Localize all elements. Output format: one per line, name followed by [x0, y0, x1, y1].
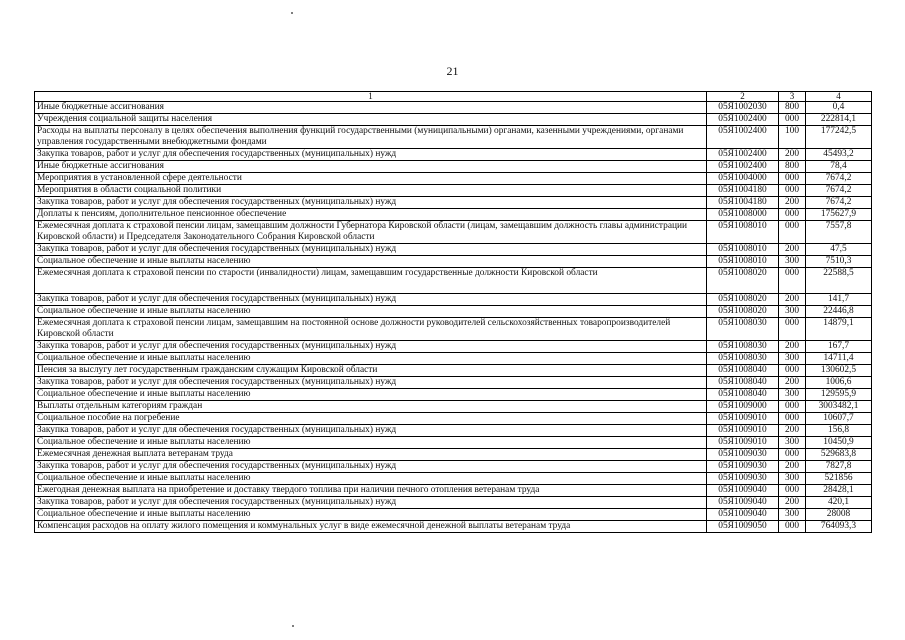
row-type-cell: 200 — [779, 197, 806, 209]
row-type-cell: 000 — [779, 221, 806, 244]
row-code-cell: 05Я1009030 — [707, 473, 779, 485]
table-row — [35, 413, 872, 425]
row-type-cell: 000 — [779, 185, 806, 197]
row-name-cell: Мероприятия в области социальной политики — [35, 185, 707, 197]
table-row — [35, 161, 872, 173]
row-name-cell: Иные бюджетные ассигнования — [35, 161, 707, 173]
row-amount-cell: 141,7 — [806, 294, 872, 306]
row-name-cell: Закупка товаров, работ и услуг для обеспечения государственных (муниципальных) нужд — [35, 149, 707, 161]
row-amount-cell: 521856 — [806, 473, 872, 485]
row-name-cell: Социальное обеспечение и иные выплаты населению — [35, 509, 707, 521]
table-row — [35, 306, 872, 318]
row-code-cell: 05Я1009050 — [707, 521, 779, 533]
budget-table — [34, 91, 872, 533]
row-name-cell: Расходы на выплаты персоналу в целях обеспечения выполнения функций государственными (муниципальными) органами, казенными учреждениями, органами управления государственными внебюджетными фондами — [35, 126, 707, 149]
table-row — [35, 377, 872, 389]
row-type-cell: 000 — [779, 449, 806, 461]
row-amount-cell: 222814,1 — [806, 114, 872, 126]
row-name-cell: Закупка товаров, работ и услуг для обеспечения государственных (муниципальных) нужд — [35, 461, 707, 473]
table-row — [35, 449, 872, 461]
table-row — [35, 149, 872, 161]
table-header-row — [35, 92, 872, 102]
row-amount-cell: 420,1 — [806, 497, 872, 509]
table-row — [35, 353, 872, 365]
table-row — [35, 268, 872, 294]
row-name-cell: Ежемесячная доплата к страховой пенсии лицам, замещавшим на постоянной основе должности руководителей сельскохозяйственных товаропроизводителей Кировской области — [35, 318, 707, 341]
row-code-cell: 05Я1008020 — [707, 268, 779, 294]
table-row — [35, 509, 872, 521]
row-type-cell: 000 — [779, 365, 806, 377]
row-type-cell: 300 — [779, 473, 806, 485]
table-row — [35, 473, 872, 485]
row-name-cell: Компенсация расходов на оплату жилого помещения и коммунальных услуг в виде ежемесячной денежной выплаты ветеранам труда — [35, 521, 707, 533]
row-name-cell: Социальное обеспечение и иные выплаты населению — [35, 437, 707, 449]
row-amount-cell: 14711,4 — [806, 353, 872, 365]
table-row — [35, 197, 872, 209]
row-code-cell: 05Я1008030 — [707, 353, 779, 365]
scan-speck — [292, 625, 294, 627]
row-amount-cell: 3003482,1 — [806, 401, 872, 413]
row-code-cell: 05Я1009030 — [707, 449, 779, 461]
row-name-cell: Закупка товаров, работ и услуг для обеспечения государственных (муниципальных) нужд — [35, 425, 707, 437]
table-row — [35, 437, 872, 449]
row-code-cell: 05Я1004180 — [707, 197, 779, 209]
row-amount-cell: 7557,8 — [806, 221, 872, 244]
row-type-cell: 000 — [779, 401, 806, 413]
table-row — [35, 256, 872, 268]
row-type-cell: 000 — [779, 318, 806, 341]
row-code-cell: 05Я1008010 — [707, 221, 779, 244]
table-row — [35, 521, 872, 533]
row-code-cell: 05Я1008000 — [707, 209, 779, 221]
row-name-cell: Выплаты отдельным категориям граждан — [35, 401, 707, 413]
row-type-cell: 300 — [779, 306, 806, 318]
table-row — [35, 497, 872, 509]
header-code-column: 2 — [707, 92, 779, 102]
row-amount-cell: 529683,8 — [806, 449, 872, 461]
row-name-cell: Пенсия за выслугу лет государственным гражданским служащим Кировской области — [35, 365, 707, 377]
row-name-cell: Закупка товаров, работ и услуг для обеспечения государственных (муниципальных) нужд — [35, 197, 707, 209]
row-amount-cell: 22588,5 — [806, 268, 872, 294]
row-amount-cell: 22446,8 — [806, 306, 872, 318]
row-code-cell: 05Я1008020 — [707, 294, 779, 306]
row-code-cell: 05Я1008040 — [707, 365, 779, 377]
row-amount-cell: 175627,9 — [806, 209, 872, 221]
row-code-cell: 05Я1002400 — [707, 126, 779, 149]
row-amount-cell: 7674,2 — [806, 197, 872, 209]
row-type-cell: 200 — [779, 497, 806, 509]
row-code-cell: 05Я1008030 — [707, 318, 779, 341]
table-row — [35, 126, 872, 149]
row-amount-cell: 10450,9 — [806, 437, 872, 449]
row-code-cell: 05Я1002400 — [707, 161, 779, 173]
row-amount-cell: 14879,1 — [806, 318, 872, 341]
row-amount-cell: 47,5 — [806, 244, 872, 256]
row-name-cell: Социальное обеспечение и иные выплаты населению — [35, 306, 707, 318]
header-amount-column: 4 — [806, 92, 872, 102]
table-row — [35, 209, 872, 221]
row-code-cell: 05Я1009040 — [707, 509, 779, 521]
row-name-cell: Иные бюджетные ассигнования — [35, 102, 707, 114]
row-amount-cell: 167,7 — [806, 341, 872, 353]
row-amount-cell: 129595,9 — [806, 389, 872, 401]
row-amount-cell: 7674,2 — [806, 173, 872, 185]
table-row — [35, 185, 872, 197]
row-name-cell: Мероприятия в установленной сфере деятельности — [35, 173, 707, 185]
row-type-cell: 000 — [779, 268, 806, 294]
row-name-cell: Социальное пособие на погребение — [35, 413, 707, 425]
row-type-cell: 200 — [779, 377, 806, 389]
row-name-cell: Ежемесячная денежная выплата ветеранам труда — [35, 449, 707, 461]
row-code-cell: 05Я1009000 — [707, 401, 779, 413]
row-amount-cell: 130602,5 — [806, 365, 872, 377]
table-row — [35, 114, 872, 126]
table-row — [35, 401, 872, 413]
row-type-cell: 200 — [779, 294, 806, 306]
row-code-cell: 05Я1002400 — [707, 114, 779, 126]
row-type-cell: 800 — [779, 161, 806, 173]
row-amount-cell: 7827,8 — [806, 461, 872, 473]
row-amount-cell: 1006,6 — [806, 377, 872, 389]
row-type-cell: 800 — [779, 102, 806, 114]
row-type-cell: 300 — [779, 509, 806, 521]
row-code-cell: 05Я1008030 — [707, 341, 779, 353]
row-code-cell: 05Я1009010 — [707, 437, 779, 449]
row-amount-cell: 177242,5 — [806, 126, 872, 149]
row-type-cell: 200 — [779, 341, 806, 353]
table-row — [35, 425, 872, 437]
row-name-cell: Социальное обеспечение и иные выплаты населению — [35, 256, 707, 268]
row-type-cell: 200 — [779, 149, 806, 161]
table-row — [35, 294, 872, 306]
row-amount-cell: 78,4 — [806, 161, 872, 173]
row-amount-cell: 45493,2 — [806, 149, 872, 161]
row-type-cell: 000 — [779, 114, 806, 126]
row-type-cell: 300 — [779, 353, 806, 365]
row-name-cell: Учреждения социальной защиты населения — [35, 114, 707, 126]
row-name-cell: Доплаты к пенсиям, дополнительное пенсионное обеспечение — [35, 209, 707, 221]
header-name-column: 1 — [35, 92, 707, 102]
row-name-cell: Закупка товаров, работ и услуг для обеспечения государственных (муниципальных) нужд — [35, 294, 707, 306]
row-type-cell: 000 — [779, 173, 806, 185]
table-row — [35, 389, 872, 401]
row-name-cell: Социальное обеспечение и иные выплаты населению — [35, 389, 707, 401]
row-name-cell: Социальное обеспечение и иные выплаты населению — [35, 353, 707, 365]
row-amount-cell: 28428,1 — [806, 485, 872, 497]
row-code-cell: 05Я1008010 — [707, 244, 779, 256]
table-row — [35, 173, 872, 185]
row-code-cell: 05Я1004180 — [707, 185, 779, 197]
row-name-cell: Ежемесячная доплата к страховой пенсии по старости (инвалидности) лицам, замещавшим государственные должности Кировской области — [35, 268, 707, 294]
row-name-cell: Закупка товаров, работ и услуг для обеспечения государственных (муниципальных) нужд — [35, 497, 707, 509]
row-type-cell: 300 — [779, 437, 806, 449]
page-number: 21 — [446, 64, 459, 78]
row-name-cell: Социальное обеспечение и иные выплаты населению — [35, 473, 707, 485]
row-code-cell: 05Я1009040 — [707, 497, 779, 509]
row-type-cell: 200 — [779, 244, 806, 256]
table-row — [35, 221, 872, 244]
row-amount-cell: 10607,7 — [806, 413, 872, 425]
header-type-column: 3 — [779, 92, 806, 102]
row-code-cell: 05Я1009010 — [707, 425, 779, 437]
row-code-cell: 05Я1004000 — [707, 173, 779, 185]
row-type-cell: 300 — [779, 256, 806, 268]
row-amount-cell: 7510,3 — [806, 256, 872, 268]
row-type-cell: 000 — [779, 485, 806, 497]
table-row — [35, 318, 872, 341]
row-type-cell: 000 — [779, 521, 806, 533]
table-row — [35, 244, 872, 256]
row-type-cell: 300 — [779, 389, 806, 401]
row-code-cell: 05Я1008040 — [707, 389, 779, 401]
row-code-cell: 05Я1008010 — [707, 256, 779, 268]
table-row — [35, 485, 872, 497]
table-row — [35, 341, 872, 353]
row-code-cell: 05Я1008020 — [707, 306, 779, 318]
row-amount-cell: 7674,2 — [806, 185, 872, 197]
row-name-cell: Ежегодная денежная выплата на приобретение и доставку твердого топлива при наличии печного отопления ветеранам труда — [35, 485, 707, 497]
table-row — [35, 461, 872, 473]
row-name-cell: Закупка товаров, работ и услуг для обеспечения государственных (муниципальных) нужд — [35, 377, 707, 389]
row-type-cell: 100 — [779, 126, 806, 149]
row-amount-cell: 0,4 — [806, 102, 872, 114]
row-code-cell: 05Я1009010 — [707, 413, 779, 425]
table-row — [35, 365, 872, 377]
table-body — [35, 102, 872, 533]
row-name-cell: Ежемесячная доплата к страховой пенсии лицам, замещавшим должности Губернатора Кировской области (лицам, замещавшим должность главы администрации Кировской области) и Председателя Законодательного Собрания Кировской области — [35, 221, 707, 244]
row-code-cell: 05Я1002030 — [707, 102, 779, 114]
row-amount-cell: 764093,3 — [806, 521, 872, 533]
row-name-cell: Закупка товаров, работ и услуг для обеспечения государственных (муниципальных) нужд — [35, 341, 707, 353]
row-amount-cell: 28008 — [806, 509, 872, 521]
scan-speck — [291, 12, 293, 14]
row-code-cell: 05Я1002400 — [707, 149, 779, 161]
row-type-cell: 000 — [779, 209, 806, 221]
row-name-cell: Закупка товаров, работ и услуг для обеспечения государственных (муниципальных) нужд — [35, 244, 707, 256]
row-code-cell: 05Я1008040 — [707, 377, 779, 389]
row-code-cell: 05Я1009040 — [707, 485, 779, 497]
row-type-cell: 000 — [779, 413, 806, 425]
row-code-cell: 05Я1009030 — [707, 461, 779, 473]
row-type-cell: 200 — [779, 461, 806, 473]
table-row — [35, 102, 872, 114]
row-type-cell: 200 — [779, 425, 806, 437]
row-amount-cell: 156,8 — [806, 425, 872, 437]
